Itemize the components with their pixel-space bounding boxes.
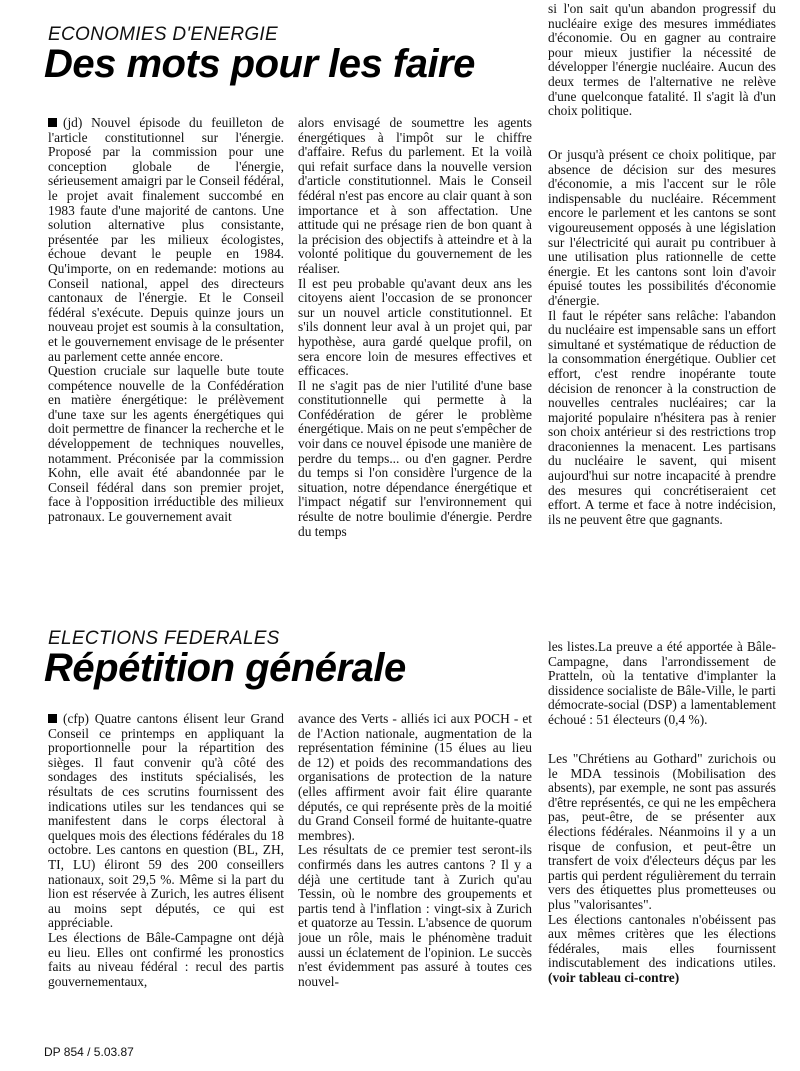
paragraph: Or jusqu'à présent ce choix politique, par absence de décision sur des mesures d'économie, a mis l'accent sur le rôle indispensable du nucléaire. Récemment encore le parlement et les cantons se sont vigoureusement opposés à une législation sur l'électricité qui aurait pu contribuer à une utilisation plus rationnelle de cette énergie. Et les cantons sont loin d'avoir épuisé toutes les possibilités d'économie d'énergie. bbox=[548, 148, 776, 308]
paragraph: les listes.La preuve a été apportée à Bâle-Campagne, dans l'arrondissement de Pratteln, où la tentative d'implanter la dissidence socialiste de Bâle-Ville, le parti démocrate-social (DSP) a lamentablement échoué : 51 électeurs (0,4 %). bbox=[548, 640, 776, 727]
article2-title: Répétition générale bbox=[44, 646, 406, 690]
paragraph: Il faut le répéter sans relâche: l'abandon du nucléaire est impensable sans un effort simultané et systématique de réduction de la consommation énergétique. Oublier cet effort, c'est rendre inopérante toute décision de renoncer à la construction de nouvelles centrales nucléaires; car la majorité populaire n'hésitera pas à renier son choix antérieur si des restrictions trop draconiennes la menacent. Les partisans du nucléaire le savent, qui misent aujourd'hui sur notre incapacité à prendre des mesures qui concrétiseraient cet effort. A terme et face à notre indécision, ils ne peuvent être que gagnants. bbox=[548, 307, 776, 527]
page-footer: DP 854 / 5.03.87 bbox=[44, 1045, 134, 1059]
paragraph: Question cruciale sur laquelle bute toute compétence nouvelle de la Confédération en matière énergétique: le prélèvement d'une taxe sur les agents énergétiques qui doit permettre de financer la recherche et le développement de techniques nouvelles, notamment. Préconisée par la commission Kohn, elle avait été abandonnée par le Conseil fédéral dans son premier projet, face à l'opposition irréductible des milieux patronaux. Le gouvernement avait bbox=[48, 363, 284, 525]
article1-title: Des mots pour les faire bbox=[44, 42, 475, 86]
paragraph: Les élections de Bâle-Campagne ont déjà eu lieu. Elles ont confirmé les pronostics faits au niveau fédéral : recul des partis gouvernementaux, bbox=[48, 929, 284, 989]
paragraph: avance des Verts - alliés ici aux POCH - et de l'Action nationale, augmentation de la représentation féminine (15 élues au lieu de 12) et poids des recommandations des organisations de protection de la nature (elles affirment avoir fait élire quarante députés, ce qui représente près de la moitié du Grand Conseil formé de huitante-quatre membres). bbox=[298, 712, 532, 843]
paragraph: Les "Chrétiens au Gothard" zurichois ou le MDA tessinois (Mobilisation des absents), par exemple, ne sont pas assurés d'être représentés, ce qui ne les empêchera pas, peut-être, de se présenter aux élections fédérales. Néanmoins il y a un risque de confusion, et peut-être un transfert de voix d'électeurs déçus par les partis qui perdent régulièrement du terrain vers des étiquettes plus prometteuses ou plus "valorisantes". bbox=[548, 752, 776, 912]
bullet-icon bbox=[48, 714, 57, 723]
paragraph: alors envisagé de soumettre les agents énergétiques à l'impôt sur le chiffre d'affaire. Refus du parlement. Et la voilà qui refait surface dans la nouvelle version d'article constitutionnel. Mais le Conseil fédéral n'est pas encore au clair quant à son importance et à son affectation. Une attitude qui ne présage rien de bon quant à la précision des objectifs à atteindre et à la volonté politique du gouvernement de les réaliser. bbox=[298, 116, 532, 276]
paragraph: (jd) Nouvel épisode du feuilleton de l'article constitutionnel sur l'énergie. Proposé par la commission pour une conception globale de l'énergie, sérieusement amaigri par le Conseil fédéral, le projet avait finalement succombé en 1983 faute d'une majorité de cantons. Une solution alternative plus consistante, présentée par les milieux écologistes, échoue devant le peuple en 1984. Qu'importe, on en redemande: motions au Conseil national, appel des directeurs cantonaux de l'énergie. Et le Conseil fédéral s'exécute. Depuis quinze jours un nouveau projet est soumis à la consultation, et le gouvernement envisage de le présenter au parlement cette année encore. bbox=[48, 116, 284, 364]
paragraph: Il ne s'agit pas de nier l'utilité d'une base constitutionnelle qui permette à la Confédération de gérer le problème énergétique. Mais on ne peut s'empêcher de voir dans ce nouvel épisode une manière de perdre du temps... ou d'en gagner. Perdre du temps si l'on considère l'urgence de la situation, notre dépendance énergétique et l'impact négatif sur l'environnement qui résulte de notre boulimie d'énergie. Perdre du temps bbox=[298, 377, 532, 539]
article1-column-2 bbox=[298, 116, 532, 611]
paragraph: Il est peu probable qu'avant deux ans les citoyens aient l'occasion de se prononcer sur un nouvel article constitutionnel. Et s'ils donnent leur aval à un projet qui, par hypothèse, aura gardé quelque profil, on sera encore loin de mesures effectives et efficaces. bbox=[298, 275, 532, 379]
article2-kicker: ELECTIONS FEDERALES bbox=[48, 628, 280, 649]
article2-column-3 bbox=[548, 752, 776, 1037]
paragraph: (cfp) Quatre cantons élisent leur Grand Conseil ce printemps en appliquant la proportionnelle pour la répartition des sièges. Il faut convenir qu'à côté des sondages des instituts spécialisés, les résultats de ces scrutins fournissent des indications utiles sur les tendances qui se manifestent dans le corps électoral à quelques mois des élections fédérales du 18 octobre. Les cantons en question (BL, ZH, TI, LU) éliront 59 des 200 conseillers nationaux, soit 29,5 %. Même si la part du lion est réservée à Zurich, les autres élisent au moins sept députés, ce qui est appréciable. bbox=[48, 712, 284, 931]
article2-column-3-top bbox=[548, 640, 776, 750]
article2-column-1 bbox=[48, 712, 284, 1037]
article1-column-3-top bbox=[548, 2, 776, 130]
paragraph: Les résultats de ce premier test seront-ils confirmés dans les autres cantons ? Il y a déjà une certitude tant à Zurich qu'au Tessin, où le nombre des groupements et partis tend à l'inflation : vingt-six à Zurich et quatorze au Tessin. L'absence de quorum joue un rôle, mais le phénomène traduit aussi un éclatement de l'opinion. Le succès n'est évidemment pas assuré à toutes ces nouvel- bbox=[298, 842, 532, 989]
see-table-reference: (voir tableau ci-contre) bbox=[548, 969, 680, 985]
paragraph: Les élections cantonales n'obéissent pas aux mêmes critères que les élections fédérales, mais elles fournissent indiscutablement des indications utiles. (voir tableau ci-contre) bbox=[548, 911, 776, 985]
bullet-icon bbox=[48, 118, 57, 127]
paragraph: si l'on sait qu'un abandon progressif du nucléaire exige des mesures immédiates d'économie. Ou en gagner au contraire pour mieux justifier la nécessité de développer l'énergie nucléaire. Aucun des deux termes de l'alternative ne relève d'une quelconque fatalité. Il s'agit là d'un choix politique. bbox=[548, 2, 776, 119]
article1-kicker: ECONOMIES D'ENERGIE bbox=[48, 24, 278, 45]
article1-column-1 bbox=[48, 116, 284, 611]
article1-column-3 bbox=[548, 148, 776, 611]
article2-column-2 bbox=[298, 712, 532, 1037]
